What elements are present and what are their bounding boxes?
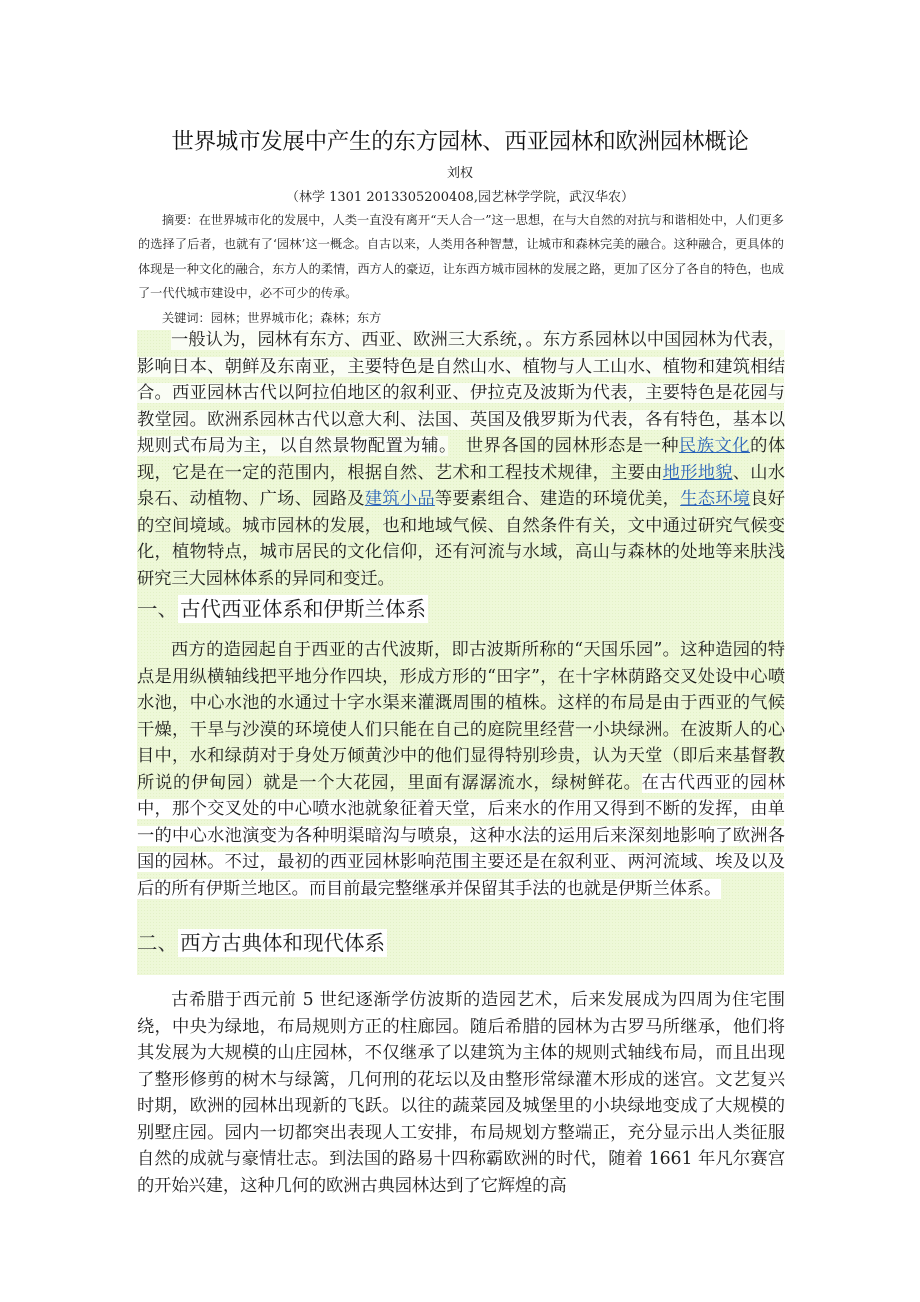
abstract-block bbox=[138, 208, 784, 330]
section-2-paragraph bbox=[137, 987, 785, 1199]
section-2-text: 古希腊于西元前 5 世纪逐渐学仿波斯的造园艺术，后来发展成为四周为住宅围绕，中央为绿地，布局规则方正的柱廊园。随后希腊的园林为古罗马所继承，他们将其发展为大规模的山庄园林，不仅继承了以建筑为主体的规则式轴线布局，而且出现了整形修剪的树木与绿篱，几何刑的花坛以及由整形常绿灌木形成的迷宫。文艺复兴时期，欧洲的园林出现新的飞跃。以往的蔬菜园及城堡里的小块绿地变成了大规模的别墅庄园。园内一切都突出表现人工安排，布局规划方整端正，充分显示出人类征服自然的成就与豪情壮志。到法国的路易十四称霸欧洲的时代，随着 1661 年凡尔赛宫的开始兴建，这种几何的欧洲古典园林达到了它辉煌的高 bbox=[137, 990, 785, 1196]
section-1-heading bbox=[137, 592, 428, 622]
intro-text-6: 良好的空间境域。城市园林的发展，也和地域气候、自然条件有关，文中通过研究气候变化，植物特点，城市居民的文化信仰，还有河流与水域，高山与森林的处地等来肤浅研究三大园林体系的异同和变迁。 bbox=[137, 489, 785, 589]
intro-text-4: 、山水泉石、动植物、广场、园路及 bbox=[137, 462, 785, 509]
link-dixing-dimao[interactable]: 地形地貌 bbox=[662, 462, 733, 483]
document-title: 世界城市发展中产生的东方园林、西亚园林和欧洲园林概论 bbox=[171, 129, 749, 155]
intro-text-3: 的体现，它是在一定的范围内，根据自然、艺术和工程技术规律，主要由 bbox=[137, 436, 786, 483]
link-minzu-wenhua[interactable]: 民族文化 bbox=[679, 436, 751, 456]
section-1-number: 一、 bbox=[137, 597, 178, 621]
section-2-heading bbox=[137, 926, 387, 956]
section-1-paragraph bbox=[137, 637, 785, 902]
intro-text-1: 一般认为，园林有东方、西亚、欧洲三大系统，。东方系园林以中国园林为代表，影响日本、朝鲜及东南亚，主要特色是自然山水、植物与人工山水、植物和建筑相结合。西亚园林古代以阿拉伯地区的叙利亚、伊拉克及波斯为代表，主要特色是花园与教堂园。欧洲系园林古代以意大利、法国、英国及俄罗斯为代表，各有特色，基本以规则式布局为主，以自然景物配置为辅。 bbox=[137, 330, 785, 456]
author-affiliation: （林学 1301 2013305200408,园艺林学学院，武汉华农） bbox=[285, 190, 634, 205]
section-2-number: 二、 bbox=[137, 931, 178, 955]
section-1-title: 古代西亚体系和伊斯兰体系 bbox=[180, 597, 426, 621]
link-jianzhu-xiaopin[interactable]: 建筑小品 bbox=[364, 489, 435, 509]
intro-paragraph bbox=[137, 327, 785, 592]
section-1-text-1: 西方的造园起自于西亚的古代波斯，即古波斯所称的“天国乐园”。这种造园的特点是用纵横轴线把平地分作四块，形成方形的“田字”，在十字林荫路交叉处设中心喷水池，中心水池的水通过十字水渠来灌溉周围的植株。这样的布局是由于西亚的气候干燥，干旱与沙漠的环境使人们只能在自己的庭院里经营一小块绿洲。在波斯人的心目中，水和绿荫对于身处万倾黄沙中的他们显得特别珍贵，认为天堂（即后来基督教所说的伊甸园）就是一个大花园，里面有潺潺流水，绿树鲜花。 bbox=[137, 640, 785, 793]
intro-text-2: 世界各国的园林形态是一种 bbox=[448, 436, 679, 456]
section-2-title: 西方古典体和现代体系 bbox=[180, 931, 385, 955]
abstract-text: 摘要：在世界城市化的发展中，人类一直没有离开“天人合一”这一思想，在与大自然的对抗与和谐相处中，人们更多的选择了后者，也就有了‘园林’这一概念。自古以来，人类用各种智慧，让城市和森林完美的融合。这种融合，更具体的体现是一种文化的融合，东方人的柔情，西方人的豪迈，让东西方城市园林的发展之路，更加了区分了各自的特色，也成了一代代城市建设中，必不可少的传承。 bbox=[138, 213, 784, 301]
author-name: 刘权 bbox=[446, 166, 473, 181]
link-shengtai-huanjing[interactable]: 生态环境 bbox=[680, 489, 751, 509]
intro-text-5: 等要素组合、建造的环境优美， bbox=[434, 489, 681, 509]
keywords-text: 关键词：园林；世界城市化；森林；东方 bbox=[162, 310, 382, 325]
section-1-text-2: 在古代西亚的园林中，那个交叉处的中心喷水池就象征着天堂，后来水的作用又得到不断的发挥，由单一的中心水池演变为各种明渠暗沟与喷泉，这种水法的运用后来深刻地影响了欧洲各国的园林。不过，最初的西亚园林影响范围主要还是在叙利亚、两河流域、埃及以及后的所有伊斯兰地区。而目前最完整继承并保留其手法的也就是伊斯兰体系。 bbox=[137, 772, 786, 899]
